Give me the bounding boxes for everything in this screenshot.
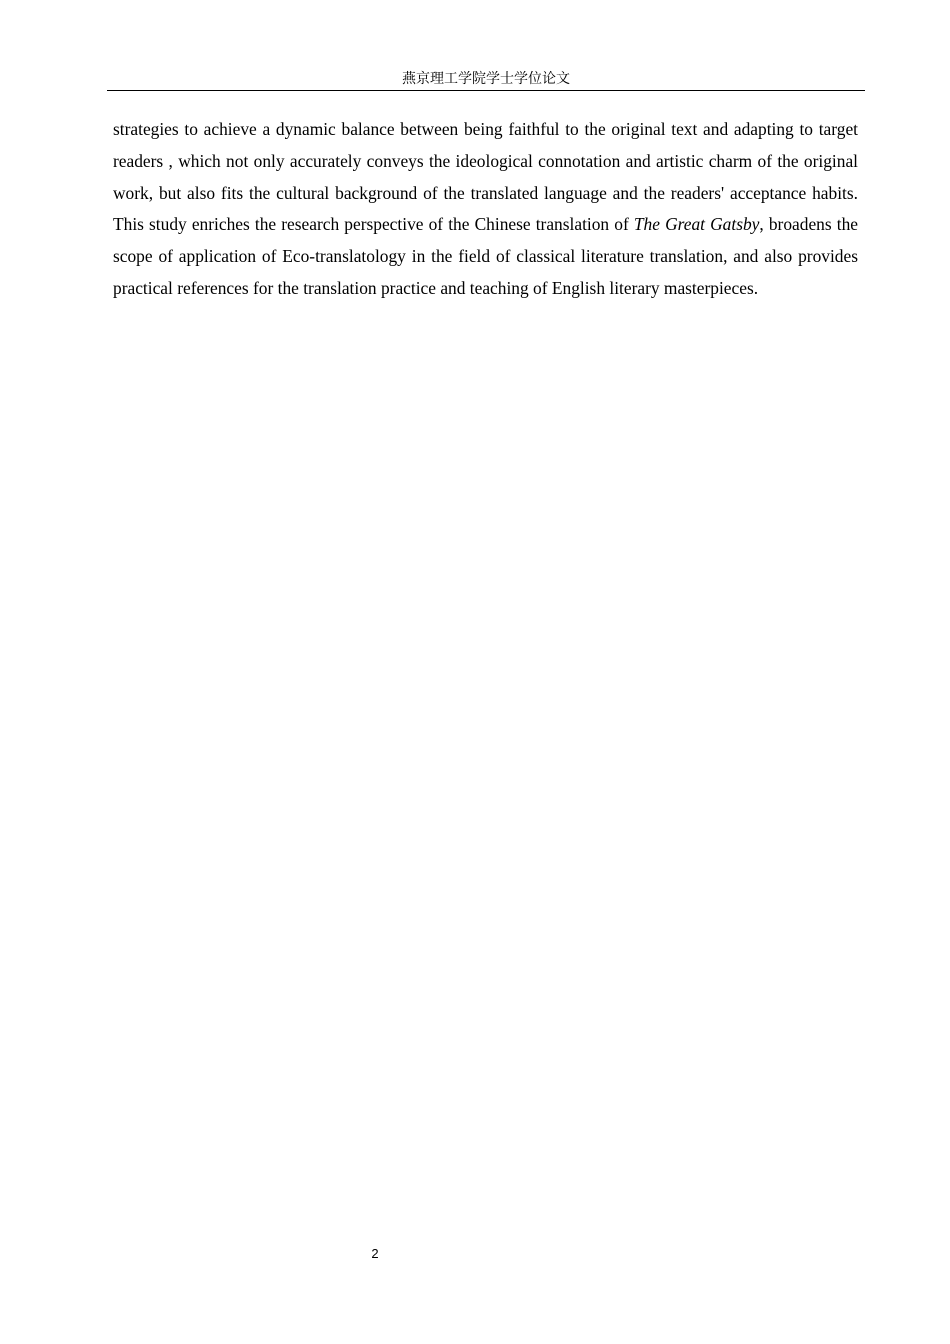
paragraph-text-part-2: , broadens the scope of application of Eco-translatology in the field of classical literature translation, and also provides practical references for the translation practice and teaching of English literary masterpieces.: [113, 214, 858, 298]
book-title: The Great Gatsby: [633, 214, 760, 235]
page-number: 2: [371, 1246, 379, 1261]
paragraph-text-part-1: strategies to achieve a dynamic balance between being faithful to the original text and adapting to target readers , which not only accurately conveys the ideological connotation and artistic charm of the original work, but also fits the cultural background of the translated language and the readers' acceptance habits. This study enriches the research perspective of the Chinese translation of: [113, 119, 858, 235]
page-header: 燕京理工学院学士学位论文: [402, 71, 570, 87]
body-paragraph: [113, 114, 858, 305]
header-divider: [107, 90, 865, 91]
